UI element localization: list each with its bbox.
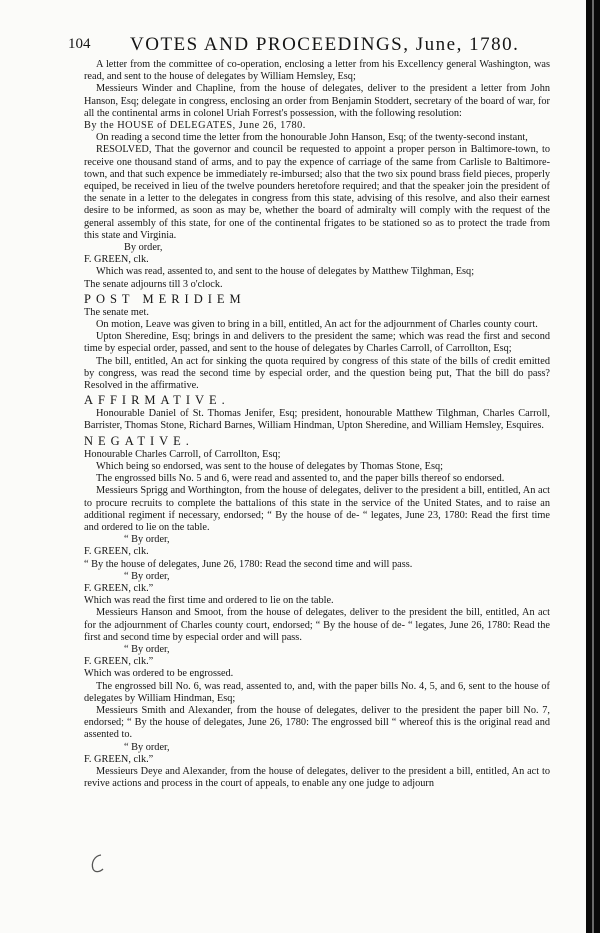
paragraph: Which was ordered to be engrossed.: [84, 668, 234, 680]
clerk-signature: F. GREEN, clk.: [84, 546, 149, 558]
paragraph: On motion, Leave was given to bring in a bill, entitled, An act for the adjournment of Charles county court.: [96, 319, 538, 331]
paragraph: Messieurs Smith and Alexander, from the house of delegates, deliver to the president the paper bill No. 7, endorsed; “ By the house of delegates, June 26, 1780: The engrossed bill “ whereof this is the original read and assented to.: [84, 704, 550, 741]
paragraph: Which was read the first time and ordered to lie on the table.: [84, 595, 334, 607]
handwritten-mark: [88, 852, 108, 874]
paragraph: Which being so endorsed, was sent to the house of delegates by Thomas Stone, Esq;: [96, 460, 443, 472]
by-order-line: “ By order,: [124, 643, 170, 655]
clerk-signature: F. GREEN, clk.”: [84, 656, 154, 668]
section-heading: POST MERIDIEM: [84, 291, 246, 306]
paragraph: Messieurs Winder and Chapline, from the house of delegates, deliver to the president a letter from John Hanson, Esq; delegate in congress, enclosing an order from Benjamin Stoddert, secretary of the board of war, for all the continental arms in colonel Uriah Forrest's possession, with the following resolution:: [84, 83, 550, 119]
scan-border: [586, 0, 600, 933]
running-head: VOTES AND PROCEEDINGS, June, 1780.: [130, 34, 520, 55]
section-heading: AFFIRMATIVE.: [84, 393, 230, 408]
paragraph: A letter from the committee of co-operation, enclosing a letter from his Excellency general Washington, was read, and sent to the house of delegates by William Hemsley, Esq;: [84, 59, 550, 83]
paragraph: Messieurs Hanson and Smoot, from the house of delegates, deliver to the president the bill, entitled, An act for the adjournment of Charles county court, endorsed; “ By the house of de- “ legates, June 26, 1780: Read the first and second time by especial order and will pass.: [84, 607, 550, 643]
by-order-line: “ By order,: [124, 570, 170, 582]
resolution-heading: By the HOUSE of DELEGATES, June 26, 1780.: [84, 120, 306, 132]
paragraph: The bill, entitled, An act for sinking the quota required by congress of this state of the bills of credit emitted by congress, was read the second time by especial order, and the question being put, That the bill do pass? Resolved in the affirmative.: [84, 355, 550, 392]
by-order-line: “ By order,: [124, 534, 170, 546]
section-heading: NEGATIVE.: [84, 433, 194, 448]
clerk-signature: F. GREEN, clk.”: [84, 582, 154, 594]
centered-line: Honourable Charles Carroll, of Carrollton, Esq;: [84, 448, 281, 460]
page-header: [68, 34, 556, 58]
paragraph: The engrossed bills No. 5 and 6, were read and assented to, and the paper bills thereof so endorsed.: [96, 473, 505, 485]
centered-line: The senate adjourns till 3 o'clock.: [84, 278, 223, 290]
clerk-signature: F. GREEN, clk.”: [84, 753, 154, 765]
paragraph: The senate met.: [84, 306, 149, 318]
paragraph: On reading a second time the letter from the honourable John Hanson, Esq; of the twenty-second instant,: [96, 132, 528, 144]
page-number: 104: [68, 36, 91, 52]
paragraph: Which was read, assented to, and sent to the house of delegates by Matthew Tilghman, Esq;: [96, 266, 475, 278]
paragraph: Upton Sheredine, Esq; brings in and delivers to the president the same; which was read the first and second time by especial order, passed, and sent to the house of delegates by Charles Carroll, of Carrollton, Esq;: [84, 331, 550, 355]
paragraph: Messieurs Sprigg and Worthington, from the house of delegates, deliver to the president a bill, entitled, An act to procure recruits to complete the battalions of this state in the service of the United States, and to raise an additional regiment if necessary, endorsed; “ By the house of de- “ legates, June 23, 1780: Read the first time and ordered to lie on the table.: [84, 485, 550, 533]
by-order-line: “ By order,: [124, 741, 170, 753]
paragraph: “ By the house of delegates, June 26, 1780: Read the second time and will pass.: [84, 558, 413, 570]
paragraph: Messieurs Deye and Alexander, from the house of delegates, deliver to the president a bill, entitled, An act to revive actions and process in the court of appeals, to enable any one judge to adjourn: [84, 765, 550, 790]
paragraph: Honourable Daniel of St. Thomas Jenifer, Esq; president, honourable Matthew Tilghman, Charles Carroll, Barrister, Thomas Stone, Richard Barnes, William Hindman, Upton Sheredine, and William Hemsley, Esquires.: [84, 408, 550, 432]
clerk-signature: F. GREEN, clk.: [84, 254, 149, 266]
paragraph: The engrossed bill No. 6, was read, assented to, and, with the paper bills No. 4, 5, and 6, sent to the house of delegates by William Hindman, Esq;: [84, 680, 550, 704]
document-body: [84, 59, 550, 790]
paragraph: RESOLVED, That the governor and council be requested to appoint a proper person in Baltimore-town, to receive one thousand stand of arms, and to pay the expence of carriage of the same from Carlisle to Baltimore-town, and that such expence be immediately re-imbursed; also that the two six pound brass field pieces, properly equiped, be received in lieu of the twelve pounders heretofore required; and that the speaker join the president of the senate in a letter to the delegates in congress from this state, advising of this resolve, and also their earnest desire to be informed, as soon as may be, whether the board of admiralty will comply with the request of the general assembly of this state, for one of the continental frigates to be stationed so as to protect the trade from this state and Virginia.: [84, 144, 550, 241]
by-order-line: By order,: [124, 242, 163, 254]
